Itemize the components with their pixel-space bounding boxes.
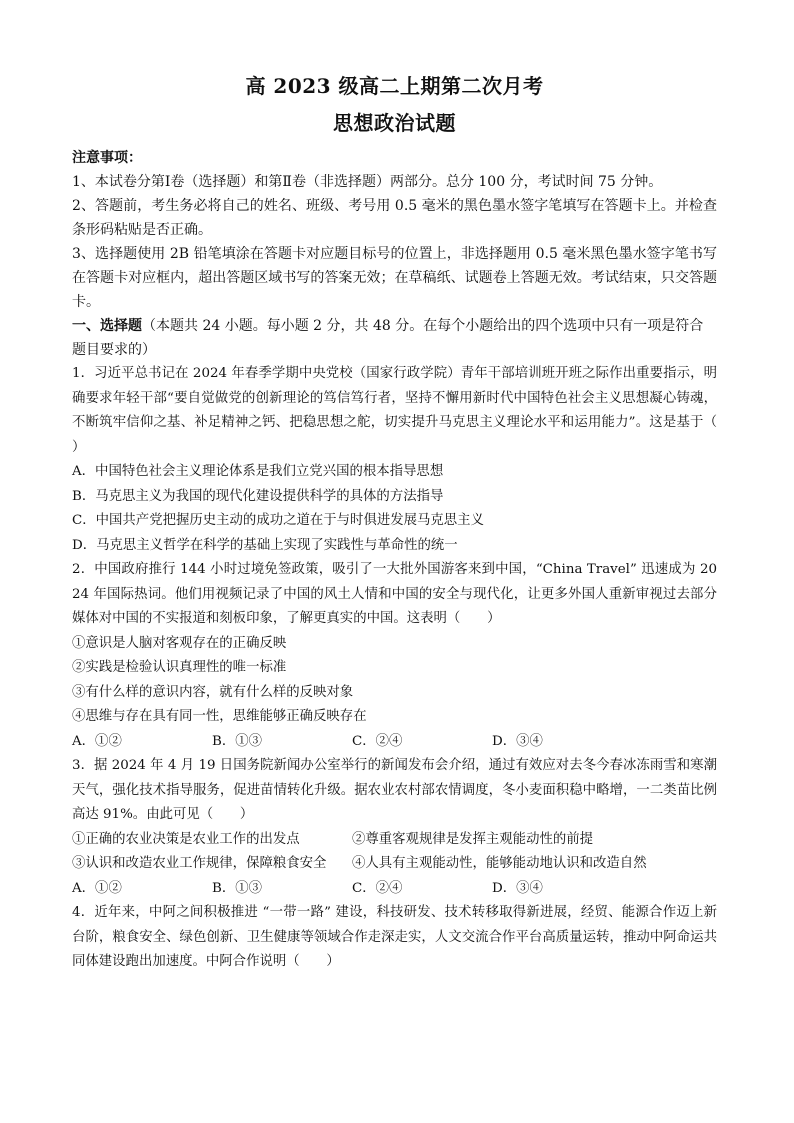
choice-c: C．②④ — [352, 733, 403, 749]
section-label: 一、选择题 — [72, 318, 142, 334]
choice-b: B．①③ — [212, 880, 263, 896]
question-stem: 4．近年来，中阿之间积极推进 “一带一路” 建设，科技研发、技术转移取得新进展，经贸、能源合作迈上新台阶，粮食安全、绿色创新、卫生健康等领域合作走深走实，人文交流合作平台高质量运转，推动中阿命运共同体建设跑出加速度。中阿合作说明（ ） — [72, 905, 717, 969]
choice-a: A．①② — [72, 733, 122, 749]
statement-2: ②尊重客观规律是发挥主观能动性的前提 — [352, 831, 594, 847]
choice-b: B．①③ — [212, 733, 263, 749]
option-b: B．马克思主义为我国的现代化建设提供科学的具体的方法指导 — [72, 488, 444, 504]
option-c: C．中国共产党把握历史主动的成功之道在于与时俱进发展马克思主义 — [72, 513, 484, 528]
option-d: D．马克思主义哲学在科学的基础上实现了实践性与革命性的统一 — [72, 537, 458, 553]
choice-d: D．③④ — [492, 733, 543, 749]
statement-4: ④思维与存在具有同一性，思维能够正确反映存在 — [72, 709, 367, 724]
choice-a: A．①② — [72, 880, 122, 896]
question-stem: 1．习近平总书记在 2024 年春季学期中央党校（国家行政学院）青年干部培训班开班之际作出重要指示，明确要求年轻干部“要自觉做党的创新理论的笃信笃行者，坚持不懈用新时代中国特色社会主义思想凝心铸魂，不断筑牢信仰之基、补足精神之钙、把稳思想之舵，切实提升马克思主义理论水平和运用能力”。这是基于（ ） — [72, 366, 744, 455]
notice-item: 3、选择题使用 2B 铅笔填涂在答题卡对应题目标号的位置上，非选择题用 0.5 毫米黑色墨水签字笔书写在答题卡对应框内，超出答题区域书写的答案无效；在草稿纸、试题卷上答题无效。考试结束，只交答题卡。 — [72, 246, 717, 310]
statement-3: ③有什么样的意识内容，就有什么样的反映对象 — [72, 684, 354, 700]
choice-d: D．③④ — [492, 880, 543, 896]
statement-row — [72, 828, 717, 853]
statement-row — [72, 852, 717, 877]
question-stem: 2．中国政府推行 144 小时过境免签政策，吸引了一大批外国游客来到中国，“China Travel” 迅速成为 2024 年国际热词。他们用视频记录了中国的风土人情和中国的安全与现代化，让更多外国人重新审视过去部分媒体对中国的不实报道和刻板印象，了解更真实的中国。这表明（ ） — [72, 562, 717, 626]
exam-title: 高 2023 级高二上期第二次月考 — [245, 74, 544, 98]
notice-item: 2、答题前，考生务必将自己的姓名、班级、考号用 0.5 毫米的黑色墨水签字笔填写在答题卡上。并检查条形码粘贴是否正确。 — [72, 198, 717, 238]
question-stem: 3．据 2024 年 4 月 19 日国务院新闻办公室举行的新闻发布会介绍，通过有效应对去冬今春冰冻雨雪和寒潮天气，强化技术指导服务，促进苗情转化升级。据农业农村部农情调度，冬小麦面积稳中略增，一二类苗比例高达 91%。由此可见（ ） — [72, 758, 717, 822]
option-a: A．中国特色社会主义理论体系是我们立党兴国的根本指导思想 — [72, 464, 444, 479]
statement-3: ③认识和改造农业工作规律，保障粮食安全 — [72, 856, 327, 871]
statement-1: ①意识是人脑对客观存在的正确反映 — [72, 635, 287, 651]
notice-heading: 注意事项： — [72, 150, 142, 166]
question-1 — [72, 362, 744, 558]
notice-item: 1、本试卷分第Ⅰ卷（选择题）和第Ⅱ卷（非选择题）两部分。总分 100 分，考试时间 75 分钟。 — [72, 174, 663, 190]
choice-row — [72, 730, 717, 755]
statement-2: ②实践是检验认识真理性的唯一标准 — [72, 660, 287, 675]
statement-4: ④人具有主观能动性，能够能动地认识和改造自然 — [352, 856, 647, 871]
statement-1: ①正确的农业决策是农业工作的出发点 — [72, 831, 300, 847]
exam-subtitle: 思想政治试题 — [333, 111, 456, 135]
question-2 — [72, 558, 717, 754]
section-description: （本题共 24 小题。每小题 2 分，共 48 分。在每个小题给出的四个选项中只有一项是符合题目要求的） — [72, 318, 704, 358]
choice-row — [72, 877, 717, 902]
section-heading — [72, 314, 717, 362]
notice-block — [72, 146, 717, 314]
question-3 — [72, 754, 717, 901]
choice-c: C．②④ — [352, 880, 403, 896]
question-4 — [72, 901, 717, 975]
